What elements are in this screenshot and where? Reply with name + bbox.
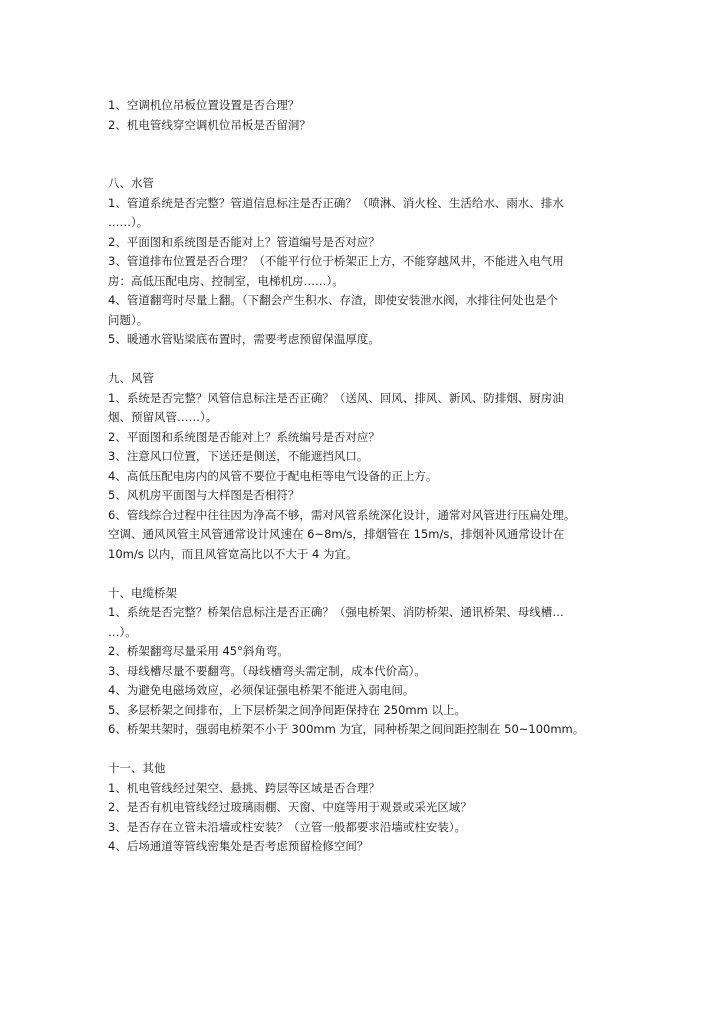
section-heading: 十一、其他 bbox=[108, 761, 166, 775]
list-item: 6、管线综合过程中往往因为净高不够，需对风管系统深化设计，通常对风管进行压扁处理。 bbox=[108, 507, 576, 522]
list-item: 3、管道排布位置是否合理？（不能平行位于桥架正上方，不能穿越风井，不能进入电气用 bbox=[108, 254, 564, 268]
list-item: 10m/s 以内，而且风管宽高比以不大于 4 为宜。 bbox=[108, 546, 358, 561]
section-heading: 八、水管 bbox=[108, 176, 154, 190]
list-item: 2、机电管线穿空调机位吊板是否留洞？ bbox=[108, 117, 311, 132]
section-air-ducts bbox=[108, 369, 628, 564]
list-item: 3、注意风口位置，下送还是侧送，不能遮挡风口。 bbox=[108, 449, 369, 463]
list-item: 房：高低压配电房、控制室，电梯机房……）。 bbox=[108, 273, 344, 288]
list-item: 1、机电管线经过架空、悬挑、跨层等区域是否合理？ bbox=[108, 780, 380, 795]
list-item: 4、后场通道等管线密集处是否考虑预留检修空间？ bbox=[108, 839, 369, 853]
list-item: …）。 bbox=[108, 624, 137, 639]
list-item: 6、桥架共架时，强弱电桥架不小于 300mm 为宜，同种桥架之间间距控制在 50~100mm。 bbox=[108, 722, 585, 736]
section-others bbox=[108, 759, 628, 857]
list-item: 2、桥架翻弯尽量采用 45°斜角弯。 bbox=[108, 644, 289, 658]
list-item: 3、母线槽尽量不要翻弯。（母线槽弯头需定制，成本代价高）。 bbox=[108, 663, 426, 678]
list-item: 烟、预留风管……）。 bbox=[108, 410, 218, 424]
section-water-pipes bbox=[108, 174, 628, 350]
list-item: 5、风机房平面图与大样图是否相符？ bbox=[108, 488, 300, 502]
list-item: 问题）。 bbox=[108, 312, 149, 327]
list-item: 5、暖通水管贴梁底布置时，需要考虑预留保温厚度。 bbox=[108, 332, 380, 346]
list-item: 4、为避免电磁场效应，必须保证强电桥架不能进入弱电间。 bbox=[108, 683, 415, 697]
list-item: 4、管道翻弯时尽量上翻。（下翻会产生积水、存渣，即使安装泄水阀，水排往何处也是个 bbox=[108, 293, 559, 307]
list-item: 1、系统是否完整？风管信息标注是否正确？（送风、回风、排风、新风、防排烟、厨房油 bbox=[108, 390, 564, 405]
list-item: 5、多层桥架之间排布，上下层桥架之间净间距保持在 250mm 以上。 bbox=[108, 702, 466, 717]
intro-list bbox=[108, 96, 628, 135]
section-cable-trays bbox=[108, 584, 628, 740]
list-item: 2、平面图和系统图是否能对上？管道编号是否对应？ bbox=[108, 234, 380, 249]
list-item: 4、高低压配电房内的风管不要位于配电柜等电气设备的正上方。 bbox=[108, 468, 438, 483]
document-content bbox=[108, 96, 628, 857]
section-heading: 九、风管 bbox=[108, 371, 154, 385]
list-item: 空调、通风风管主风管通常设计风速在 6~8m/s，排烟管在 15m/s，排烟补风通常设计在 bbox=[108, 527, 565, 541]
section-heading: 十、电缆桥架 bbox=[108, 585, 177, 600]
list-item: ……）。 bbox=[108, 215, 149, 229]
list-item: 1、空调机位吊板位置设置是否合理？ bbox=[108, 98, 300, 112]
list-item: 3、是否存在立管未沿墙或柱安装？（立管一般都要求沿墙或柱安装）。 bbox=[108, 819, 467, 834]
list-item: 2、平面图和系统图是否能对上？系统编号是否对应？ bbox=[108, 429, 380, 444]
list-item: 2、是否有机电管线经过玻璃雨棚、天窗、中庭等用于观景或采光区域？ bbox=[108, 800, 472, 814]
list-item: 1、管道系统是否完整？管道信息标注是否正确？（喷淋、消火栓、生活给水、雨水、排水 bbox=[108, 195, 564, 210]
list-item: 1、系统是否完整？桥架信息标注是否正确？（强电桥架、消防桥架、通讯桥架、母线槽… bbox=[108, 605, 564, 619]
